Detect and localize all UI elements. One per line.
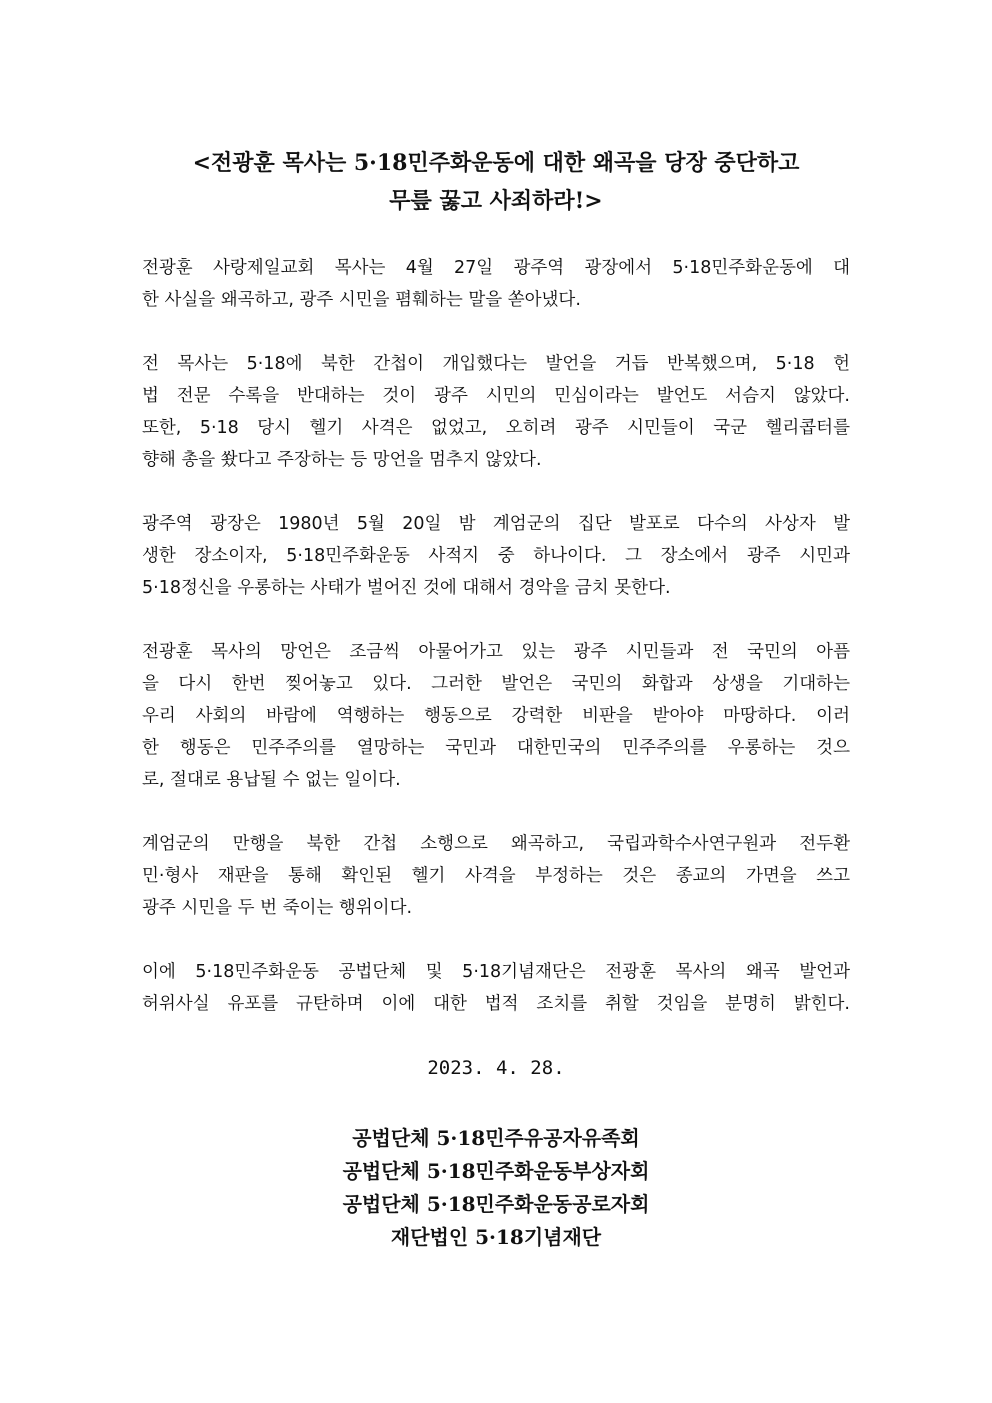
paragraph-line: 로, 절대로 용납될 수 없는 일이다. <box>142 770 401 790</box>
paragraph-2 <box>142 348 850 476</box>
paragraph-line: 5·18정신을 우롱하는 사태가 벌어진 것에 대해서 경악을 금치 못한다. <box>142 578 671 598</box>
paragraph-line: 한 행동은 민주주의를 열망하는 국민과 대한민국의 민주주의를 우롱하는 것으 <box>142 738 850 758</box>
document-date: 2023. 4. 28. <box>427 1057 565 1079</box>
paragraph-6 <box>142 956 850 1020</box>
signer-line: 공법단체 5·18민주유공자유족회 <box>352 1126 640 1150</box>
signers-block <box>100 1122 892 1254</box>
paragraph-line: 우리 사회의 바람에 역행하는 행동으로 강력한 비판을 받아야 마땅하다. 이러 <box>142 706 850 726</box>
paragraph-line: 이에 5·18민주화운동 공법단체 및 5·18기념재단은 전광훈 목사의 왜곡 발언과 <box>142 962 850 982</box>
paragraph-line: 또한, 5·18 당시 헬기 사격은 없었고, 오히려 광주 시민들이 국군 헬리콥터를 <box>142 418 850 438</box>
title-line-1: <전광훈 목사는 5·18민주화운동에 대한 왜곡을 당장 중단하고 <box>192 150 800 176</box>
paragraph-line: 전 목사는 5·18에 북한 간첩이 개입했다는 발언을 거듭 반복했으며, 5·18 헌 <box>142 354 850 374</box>
paragraph-line: 생한 장소이자, 5·18민주화운동 사적지 중 하나이다. 그 장소에서 광주 시민과 <box>142 546 850 566</box>
paragraph-line: 한 사실을 왜곡하고, 광주 시민을 폄훼하는 말을 쏟아냈다. <box>142 290 581 310</box>
document-title <box>100 144 892 220</box>
paragraph-line: 계엄군의 만행을 북한 간첩 소행으로 왜곡하고, 국립과학수사연구원과 전두환 <box>142 834 850 854</box>
paragraph-line: 전광훈 사랑제일교회 목사는 4월 27일 광주역 광장에서 5·18민주화운동에 대 <box>142 258 850 278</box>
paragraph-line: 전광훈 목사의 망언은 조금씩 아물어가고 있는 광주 시민들과 전 국민의 아픔 <box>142 642 850 662</box>
paragraph-3 <box>142 508 850 604</box>
paragraph-4 <box>142 636 850 796</box>
paragraph-5 <box>142 828 850 924</box>
paragraph-line: 법 전문 수록을 반대하는 것이 광주 시민의 민심이라는 발언도 서슴지 않았다. <box>142 386 850 406</box>
signer-line: 공법단체 5·18민주화운동공로자회 <box>342 1192 650 1216</box>
document-body <box>142 252 850 1052</box>
paragraph-line: 민·형사 재판을 통해 확인된 헬기 사격을 부정하는 것은 종교의 가면을 쓰고 <box>142 866 850 886</box>
paragraph-line: 광주역 광장은 1980년 5월 20일 밤 계엄군의 집단 발포로 다수의 사상자 발 <box>142 514 850 534</box>
paragraph-1 <box>142 252 850 316</box>
signer-line: 재단법인 5·18기념재단 <box>390 1225 602 1249</box>
paragraph-line: 향해 총을 쐈다고 주장하는 등 망언을 멈추지 않았다. <box>142 450 542 470</box>
title-line-2: 무릎 꿇고 사죄하라!> <box>389 188 603 214</box>
paragraph-line: 을 다시 한번 찢어놓고 있다. 그러한 발언은 국민의 화합과 상생을 기대하는 <box>142 674 850 694</box>
signer-line: 공법단체 5·18민주화운동부상자회 <box>342 1159 650 1183</box>
paragraph-line: 광주 시민을 두 번 죽이는 행위이다. <box>142 898 413 918</box>
paragraph-line: 허위사실 유포를 규탄하며 이에 대한 법적 조치를 취할 것임을 분명히 밝힌다. <box>142 994 850 1014</box>
